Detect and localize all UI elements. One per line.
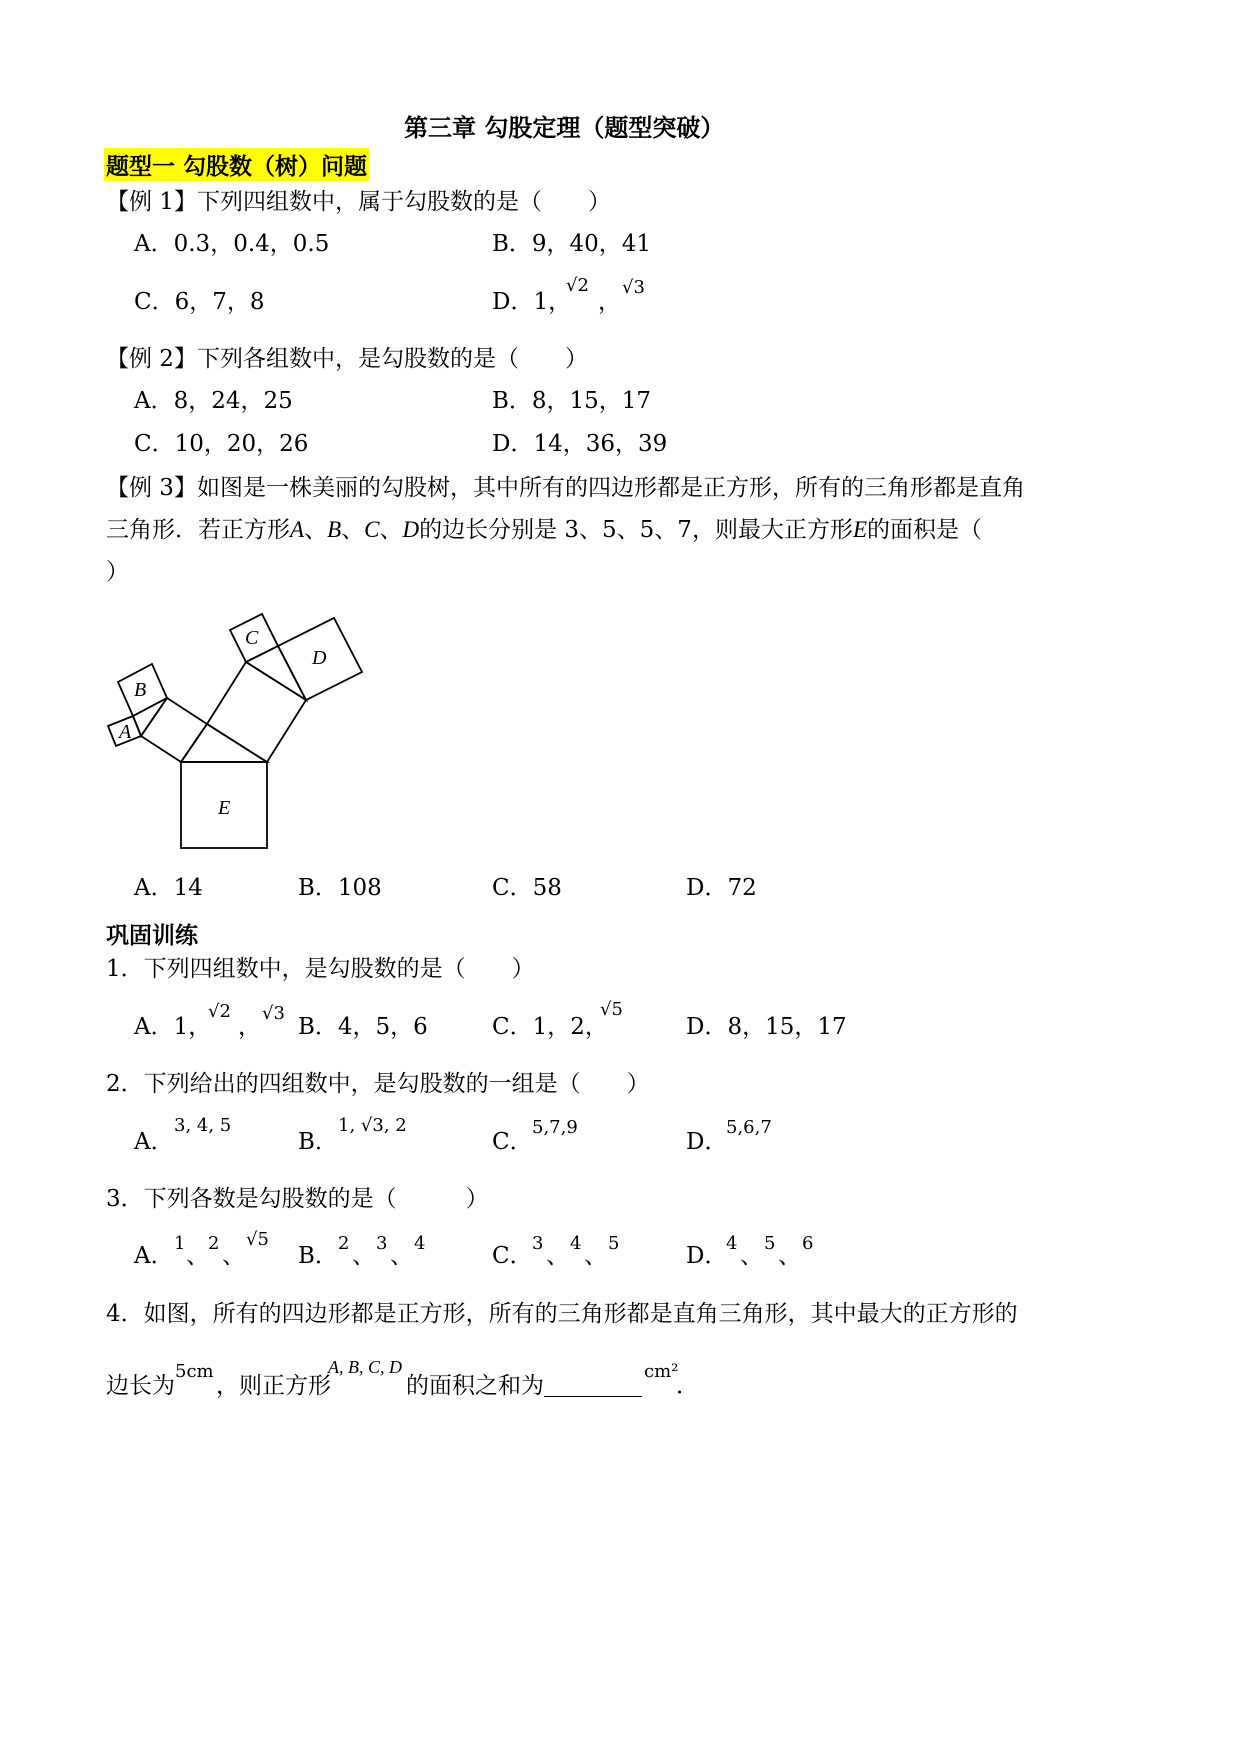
- val: 4: [570, 1233, 582, 1254]
- example-1-option-d: [492, 288, 571, 316]
- val: 3: [376, 1233, 388, 1254]
- val: 5: [764, 1233, 776, 1254]
- comma: ，: [238, 1014, 261, 1040]
- sep: 、: [379, 517, 403, 543]
- example-2-option-c: C．10，20，26: [134, 431, 309, 457]
- example-3-line-3: ）: [106, 559, 129, 585]
- sep: 、: [222, 1243, 245, 1269]
- example-3-option-b: B．108: [298, 875, 382, 901]
- text: 的边长分别是 3、5、5、7，则最大正方形: [419, 517, 853, 543]
- example-2-option-a: A．8，24，25: [134, 388, 293, 414]
- question-4-line-2-start: 边长为: [106, 1373, 175, 1399]
- val: 2: [338, 1233, 350, 1254]
- period: ．: [676, 1373, 699, 1399]
- sep: 、: [546, 1243, 569, 1269]
- var-a: A: [290, 517, 305, 542]
- example-1-option-c: C．6，7，8: [134, 289, 265, 315]
- val: √5: [246, 1229, 269, 1250]
- label-b: B: [134, 679, 147, 701]
- right-small-triangle: [246, 646, 306, 700]
- question-2-option-a: A．: [134, 1129, 174, 1155]
- left-square: [141, 698, 207, 762]
- pythagoras-tree-figure: [100, 600, 370, 860]
- question-1-option-b: B．4，5，6: [298, 1014, 428, 1040]
- example-3-option-c: C．58: [492, 875, 562, 901]
- label-e: E: [218, 797, 231, 819]
- val: 5: [608, 1233, 620, 1254]
- unit-formula: cm²: [644, 1361, 679, 1382]
- example-2-option-b: B．8，15，17: [492, 388, 652, 414]
- sep: 、: [778, 1243, 801, 1269]
- example-3-line-2: [106, 516, 982, 544]
- sqrt2-formula: √2: [208, 1001, 231, 1022]
- question-2-option-d: D．: [686, 1129, 728, 1155]
- val: 4: [414, 1233, 426, 1254]
- sqrt5-formula: √5: [600, 999, 623, 1020]
- question-3-option-b: B．: [298, 1243, 338, 1269]
- option-d-formula: 5,6,7: [726, 1117, 772, 1138]
- label-a: A: [119, 721, 132, 743]
- question-2-option-b: B．: [298, 1129, 338, 1155]
- sqrt3-formula: √3: [262, 1003, 285, 1024]
- option-c-formula: 5,7,9: [532, 1117, 578, 1138]
- question-2-option-c: C．: [492, 1129, 533, 1155]
- right-square: [207, 662, 306, 762]
- option-b-formula: 1, √3, 2: [338, 1115, 407, 1136]
- question-3-option-d: D．: [686, 1243, 728, 1269]
- question-3-stem: 3．下列各数是勾股数的是（ ）: [106, 1186, 489, 1212]
- question-3-option-a: A．: [134, 1243, 174, 1269]
- sqrt2-formula: √2: [566, 275, 589, 296]
- answer-blank[interactable]: [544, 1372, 642, 1397]
- page-title: 第三章 勾股定理（题型突破）: [404, 114, 725, 142]
- var-b: B: [327, 517, 342, 542]
- sep: 、: [352, 1243, 375, 1269]
- example-3-option-d: D．72: [686, 875, 757, 901]
- question-1-option-c: C．1，2，: [492, 1014, 608, 1040]
- question-3-option-c: C．: [492, 1243, 533, 1269]
- example-3-option-a: A．14: [134, 875, 203, 901]
- sep: 、: [341, 517, 365, 543]
- question-4-text: 的面积之和为: [406, 1373, 544, 1399]
- example-1-stem: 【例 1】下列四组数中，属于勾股数的是（ ）: [106, 189, 611, 215]
- sep: 、: [584, 1243, 607, 1269]
- text: 的面积是（: [867, 517, 983, 543]
- val: 2: [208, 1233, 220, 1254]
- question-4-line-1: 4．如图，所有的四边形都是正方形，所有的三角形都是直角三角形，其中最大的正方形的: [106, 1301, 1018, 1327]
- practice-heading: 巩固训练: [106, 923, 198, 949]
- example-3-line-1: 【例 3】如图是一株美丽的勾股树，其中所有的四边形都是正方形，所有的三角形都是直角: [106, 475, 1025, 501]
- var-c: C: [364, 517, 380, 542]
- sqrt3-formula: √3: [622, 277, 645, 298]
- example-2-stem: 【例 2】下列各组数中，是勾股数的是（ ）: [106, 346, 588, 372]
- var-d: D: [402, 517, 420, 542]
- label-c: C: [245, 627, 259, 649]
- section-heading: 题型一 勾股数（树）问题: [104, 148, 369, 181]
- example-1-option-b: B．9，40，41: [492, 231, 652, 257]
- val: 3: [532, 1233, 544, 1254]
- question-1-option-a: A．1，: [134, 1014, 212, 1040]
- question-4-text: ，则正方形: [216, 1373, 331, 1399]
- label-d: D: [312, 647, 327, 669]
- option-a-formula: 3, 4, 5: [174, 1115, 232, 1136]
- option-d-prefix: D．1，: [492, 289, 572, 315]
- example-2-option-d: D．14，36，39: [492, 431, 668, 457]
- length-formula: 5cm: [175, 1361, 214, 1382]
- question-1-stem: 1．下列四组数中，是勾股数的是（ ）: [106, 956, 535, 982]
- comma: ，: [598, 289, 621, 315]
- val: 4: [726, 1233, 738, 1254]
- question-1-option-d: D．8，15，17: [686, 1014, 847, 1040]
- sep: 、: [390, 1243, 413, 1269]
- text: 三角形．若正方形: [106, 517, 290, 543]
- var-e: E: [852, 517, 868, 542]
- sep: 、: [740, 1243, 763, 1269]
- sep: 、: [186, 1243, 209, 1269]
- example-1-option-a: A．0.3，0.4，0.5: [134, 231, 330, 257]
- question-2-stem: 2．下列给出的四组数中，是勾股数的一组是（ ）: [106, 1071, 650, 1097]
- val: 6: [802, 1233, 814, 1254]
- squares-formula: A, B, C, D: [328, 1357, 402, 1377]
- sep: 、: [304, 517, 328, 543]
- val: 1: [174, 1233, 186, 1254]
